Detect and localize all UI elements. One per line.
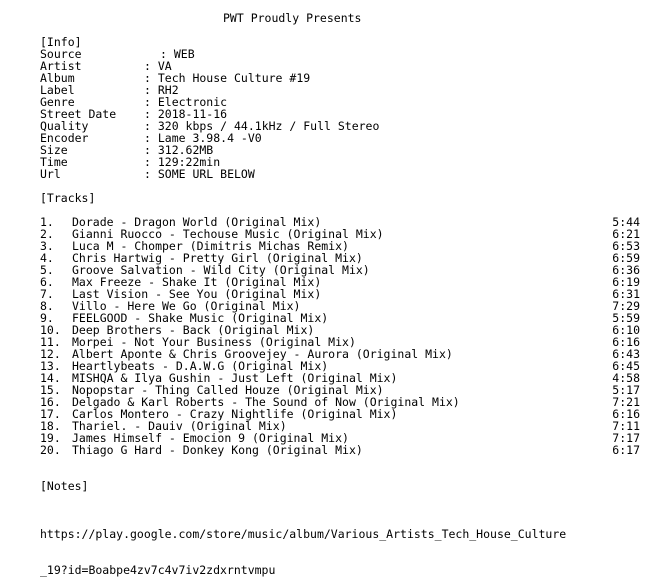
- track-duration: 6:36: [612, 263, 640, 277]
- info-key: Url: [40, 167, 61, 181]
- info-value: : RH2: [144, 83, 179, 97]
- track-title: Delgado & Karl Roberts - The Sound of Now (Original Mix): [72, 395, 460, 409]
- info-row: [40, 48, 379, 60]
- track-number: 20.: [40, 443, 61, 457]
- info-value: : 2018-11-16: [144, 107, 228, 121]
- track-title: MISHQA & Ilya Gushin - Just Left (Original Mix): [72, 371, 398, 385]
- track-duration: 6:19: [612, 275, 640, 289]
- track-duration: 6:53: [612, 239, 640, 253]
- track-title: Groove Salvation - Wild City (Original Mix): [72, 263, 370, 277]
- track-number: 11.: [40, 335, 61, 349]
- info-key: Artist: [40, 59, 82, 73]
- info-heading: [Info]: [40, 35, 82, 49]
- info-value: : 312.62MB: [144, 143, 214, 157]
- track-duration: 5:17: [612, 383, 640, 397]
- release-title: PWT Proudly Presents: [223, 11, 362, 25]
- track-duration: 4:58: [612, 371, 640, 385]
- track-duration: 7:21: [612, 395, 640, 409]
- info-value: : Tech House Culture #19: [144, 71, 311, 85]
- track-duration: 6:45: [612, 359, 640, 373]
- info-value: : VA: [144, 59, 172, 73]
- track-number: 19.: [40, 431, 61, 445]
- track-duration: 5:59: [612, 311, 640, 325]
- info-key: Quality: [40, 119, 89, 133]
- track-number: 6.: [40, 275, 54, 289]
- info-value: : WEB: [160, 47, 195, 61]
- track-title: Thiago G Hard - Donkey Kong (Original Mix): [72, 443, 363, 457]
- track-title: Thariel. - Dauiv (Original Mix): [72, 419, 287, 433]
- info-key: Album: [40, 71, 75, 85]
- track-duration: 6:43: [612, 347, 640, 361]
- track-title: Gianni Ruocco - Techouse Music (Original Mix): [72, 227, 384, 241]
- info-value: : 320 kbps / 44.1kHz / Full Stereo: [144, 119, 380, 133]
- info-key: Genre: [40, 95, 75, 109]
- track-number: 17.: [40, 407, 61, 421]
- track-list: [40, 216, 652, 456]
- info-value: : SOME URL BELOW: [144, 167, 255, 181]
- track-title: Chris Hartwig - Pretty Girl (Original Mix): [72, 251, 363, 265]
- track-number: 12.: [40, 347, 61, 361]
- track-duration: 7:11: [612, 419, 640, 433]
- track-number: 13.: [40, 359, 61, 373]
- notes-body: [40, 504, 566, 588]
- track-duration: 6:17: [612, 443, 640, 457]
- track-number: 18.: [40, 419, 61, 433]
- notes-url-line-1[interactable]: https://play.google.com/store/music/album/Various_Artists_Tech_House_Culture: [40, 527, 567, 541]
- track-number: 16.: [40, 395, 61, 409]
- track-title: Deep Brothers - Back (Original Mix): [72, 323, 315, 337]
- track-number: 8.: [40, 299, 54, 313]
- info-key: Time: [40, 155, 68, 169]
- track-number: 3.: [40, 239, 54, 253]
- info-value: : 129:22min: [144, 155, 221, 169]
- track-title: Nopopstar - Thing Called Houze (Original Mix): [72, 383, 384, 397]
- track-number: 7.: [40, 287, 54, 301]
- info-key: Source: [40, 47, 82, 61]
- track-title: FEELGOOD - Shake Music (Original Mix): [72, 311, 329, 325]
- track-title: Heartlybeats - D.A.W.G (Original Mix): [72, 359, 329, 373]
- track-number: 4.: [40, 251, 54, 265]
- info-key: Street Date: [40, 107, 117, 121]
- info-value: : Lame 3.98.4 -V0: [144, 131, 262, 145]
- track-title: Max Freeze - Shake It (Original Mix): [72, 275, 322, 289]
- track-number: 1.: [40, 215, 54, 229]
- track-title: Morpei - Not Your Business (Original Mix): [72, 335, 356, 349]
- info-list: [40, 48, 379, 180]
- notes-heading: [Notes]: [40, 479, 89, 493]
- track-duration: 6:10: [612, 323, 640, 337]
- track-duration: 6:59: [612, 251, 640, 265]
- track-number: 10.: [40, 323, 61, 337]
- track-title: Albert Aponte & Chris Groovejey - Aurora (Original Mix): [72, 347, 453, 361]
- info-section: [40, 36, 379, 180]
- track-row: [40, 444, 652, 456]
- track-number: 2.: [40, 227, 54, 241]
- track-title: James Himself - Emocion 9 (Original Mix): [72, 431, 349, 445]
- tracks-heading: [Tracks]: [40, 191, 96, 205]
- info-key: Label: [40, 83, 75, 97]
- track-title: Villo - Here We Go (Original Mix): [72, 299, 301, 313]
- track-duration: 7:29: [612, 299, 640, 313]
- track-duration: 6:21: [612, 227, 640, 241]
- track-duration: 6:31: [612, 287, 640, 301]
- track-title: Luca M - Chomper (Dimitris Michas Remix): [72, 239, 349, 253]
- track-title: Carlos Montero - Crazy Nightlife (Original Mix): [72, 407, 398, 421]
- track-number: 14.: [40, 371, 61, 385]
- track-duration: 6:16: [612, 335, 640, 349]
- info-key: Size: [40, 143, 68, 157]
- info-row: [40, 72, 379, 84]
- track-title: Dorade - Dragon World (Original Mix): [72, 215, 322, 229]
- track-duration: 5:44: [612, 215, 640, 229]
- track-duration: 6:16: [612, 407, 640, 421]
- info-key: Encoder: [40, 131, 89, 145]
- info-row: [40, 168, 379, 180]
- track-duration: 7:17: [612, 431, 640, 445]
- notes-url-line-2[interactable]: _19?id=Boabpe4zv7c4v7iv2zdxrntvmpu: [40, 563, 276, 577]
- info-value: : Electronic: [144, 95, 228, 109]
- track-title: Last Vision - See You (Original Mix): [72, 287, 322, 301]
- track-number: 5.: [40, 263, 54, 277]
- track-number: 9.: [40, 311, 54, 325]
- track-number: 15.: [40, 383, 61, 397]
